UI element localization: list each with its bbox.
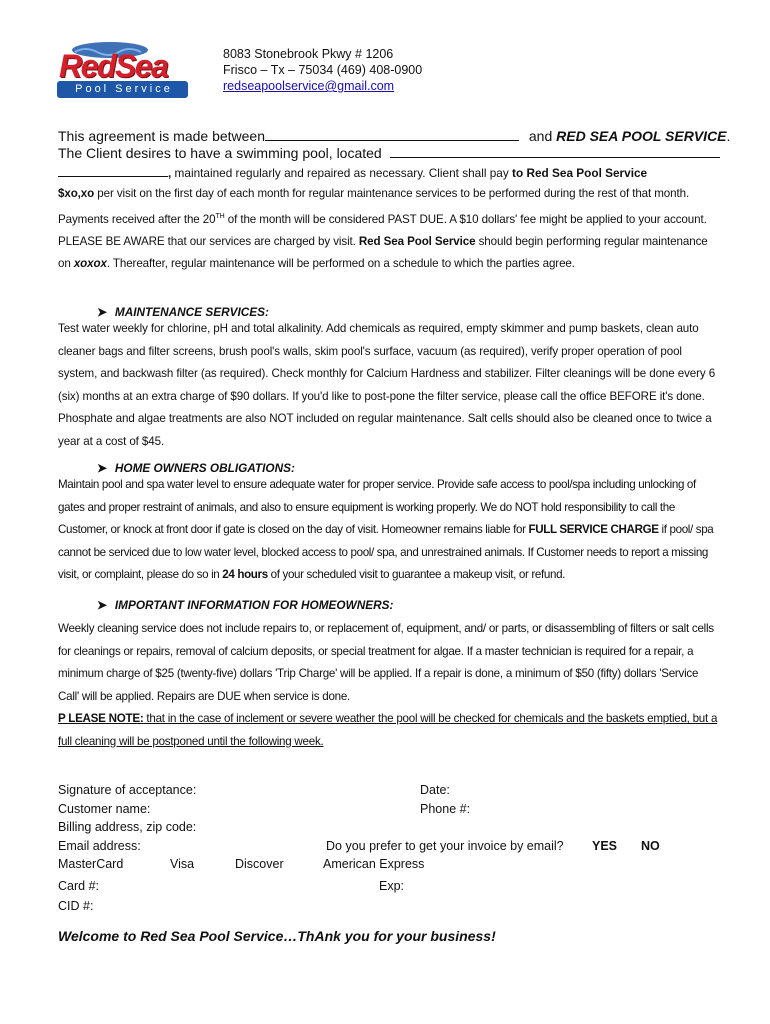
twenty-four-hours: 24 hours: [222, 568, 268, 581]
company-logo: [55, 40, 190, 102]
full-service-charge: FULL SERVICE CHARGE: [528, 523, 659, 536]
client-name-blank[interactable]: [265, 128, 519, 141]
payment-text-c: should begin performing regular maintenance on: [58, 234, 708, 271]
payment-company: Red Sea Pool Service: [358, 234, 476, 248]
discover-option[interactable]: Discover: [235, 857, 284, 871]
address-line-2: Frisco – Tx – 75034 (469) 408-0900: [223, 63, 423, 77]
logo-subtitle: Pool Service: [75, 83, 173, 95]
company-name: RED SEA POOL SERVICE: [556, 128, 727, 144]
intro-comma: ,: [168, 166, 172, 180]
payment-amount: $xo,xo: [58, 187, 95, 200]
customer-name-label[interactable]: Customer name:: [58, 802, 151, 816]
yes-option[interactable]: YES: [592, 839, 618, 853]
visa-option[interactable]: Visa: [170, 857, 195, 871]
intro-prefix: This agreement is made between: [58, 128, 265, 144]
intro-period: .: [726, 128, 731, 144]
homeowner-paragraph: [58, 474, 718, 587]
intro-line3: maintained regularly and repaired as necessary. Client shall pay: [171, 166, 513, 180]
invoice-email-question: Do you prefer to get your invoice by email?: [326, 839, 564, 853]
logo-wordmark: RedSea: [59, 48, 168, 84]
card-number-label[interactable]: Card #:: [58, 879, 99, 893]
arrow-bullet-icon: ➤: [97, 305, 107, 319]
intro-and: and: [528, 128, 557, 144]
cid-label[interactable]: CID #:: [58, 899, 94, 913]
payment-text-d: . Thereafter, regular maintenance will be performed on a schedule to which the parties agree.: [106, 257, 575, 271]
homeowner-heading-text: HOME OWNERS OBLIGATIONS:: [114, 461, 295, 475]
amex-option[interactable]: American Express: [323, 857, 425, 871]
email-link[interactable]: redseapoolservice@gmail.com: [223, 79, 395, 93]
payment-text-b: of the month will be considered PAST DUE. A $10 dollars' fee might be applied to your account. PLEASE BE AWARE that our services are charged by visit.: [58, 212, 707, 248]
location-blank-2[interactable]: [58, 164, 168, 177]
homeowner-text-c: of your scheduled visit to guarantee a makeup visit, or refund.: [267, 568, 566, 581]
payment-paragraph: [58, 183, 718, 276]
please-note-label: P LEASE NOTE:: [58, 712, 144, 725]
closing-message: Welcome to Red Sea Pool Service…ThAnk you for your business!: [58, 928, 496, 944]
important-text: Weekly cleaning service does not include repairs to, or replacement of, equipment, and/ or parts, or disassembling of filters or salt cells for cleanings or repairs, removal of calcium deposits, or special treatment for algae. If a master technician is required for a repair, a minimum charge of $25 (twenty-five) dollars 'Trip Charge' will be applied. If a repair is done, a minimum of $50 (fifty) dollars 'Service Call' will be applied. Repairs are DUE when service is done.: [58, 622, 714, 703]
arrow-bullet-icon: ➤: [97, 461, 107, 475]
intro-pay-to: to Red Sea Pool Service: [512, 166, 648, 180]
maintenance-heading: [97, 305, 269, 319]
mastercard-option[interactable]: MasterCard: [58, 857, 124, 871]
email-address-label[interactable]: Email address:: [58, 839, 141, 853]
expiry-label[interactable]: Exp:: [379, 879, 405, 893]
address-block: [223, 46, 422, 94]
signature-label[interactable]: Signature of acceptance:: [58, 783, 197, 797]
arrow-bullet-icon: ➤: [97, 598, 107, 612]
no-option[interactable]: NO: [641, 839, 660, 853]
important-heading: [97, 598, 393, 612]
important-paragraph: [58, 618, 718, 753]
location-blank[interactable]: [390, 145, 720, 158]
important-heading-text: IMPORTANT INFORMATION FOR HOMEOWNERS:: [114, 598, 394, 612]
maintenance-heading-text: MAINTENANCE SERVICES:: [114, 305, 269, 319]
please-note-text: that in the case of inclement or severe weather the pool will be checked for chemicals and the baskets emptied, but a full cleaning will be postponed until the following week.: [58, 712, 718, 748]
homeowner-text-b: if pool/ spa cannot be serviced due to low water level, blocked access to pool/ spa, and unrestrained animals. If Customer needs to report a missing visit, or complaint, please do so in: [58, 523, 714, 581]
address-line-1: 8083 Stonebrook Pkwy # 1206: [223, 47, 394, 61]
phone-label[interactable]: Phone #:: [420, 802, 471, 816]
payment-sup: TH: [215, 212, 225, 220]
date-label[interactable]: Date:: [420, 783, 450, 797]
homeowner-text-a: Maintain pool and spa water level to ensure adequate water for proper service. Provide safe access to pool/spa including unlocking of gates and proper restraint of animals, and also to ensure equipment is working properly. We do NOT hold responsibility to call the Customer, or knock at front door if gate is closed on the day of visit. Homeowner remains liable for: [58, 478, 696, 536]
agreement-intro: [58, 128, 738, 182]
location-prefix: The Client desires to have a swimming pool, located: [58, 145, 382, 161]
payment-text-a: per visit on the first day of each month for regular maintenance services to be performed during the rest of that month. Payments received after the 20: [58, 187, 690, 226]
payment-start-date: xoxox: [73, 257, 107, 271]
billing-address-label[interactable]: Billing address, zip code:: [58, 820, 197, 834]
homeowner-heading: [97, 461, 295, 475]
maintenance-paragraph: Test water weekly for chlorine, pH and total alkalinity. Add chemicals as required, empty skimmer and pump baskets, clean auto cleaner bags and filter screens, brush pool's walls, skim pool's surface, vacuum (as required), verify proper operation of pool system, and backwash filter (as required). Check monthly for Calcium Hardness and stabilizer. Filter cleanings will be done every 6 (six) months at an extra charge of $90 dollars. If you'd like to post-pone the filter service, please call the office BEFORE it's done. Phosphate and algae treatments are also NOT included on regular maintenance. Salt cells should also be cleaned once to twice a year at a cost of $45.: [58, 322, 716, 448]
